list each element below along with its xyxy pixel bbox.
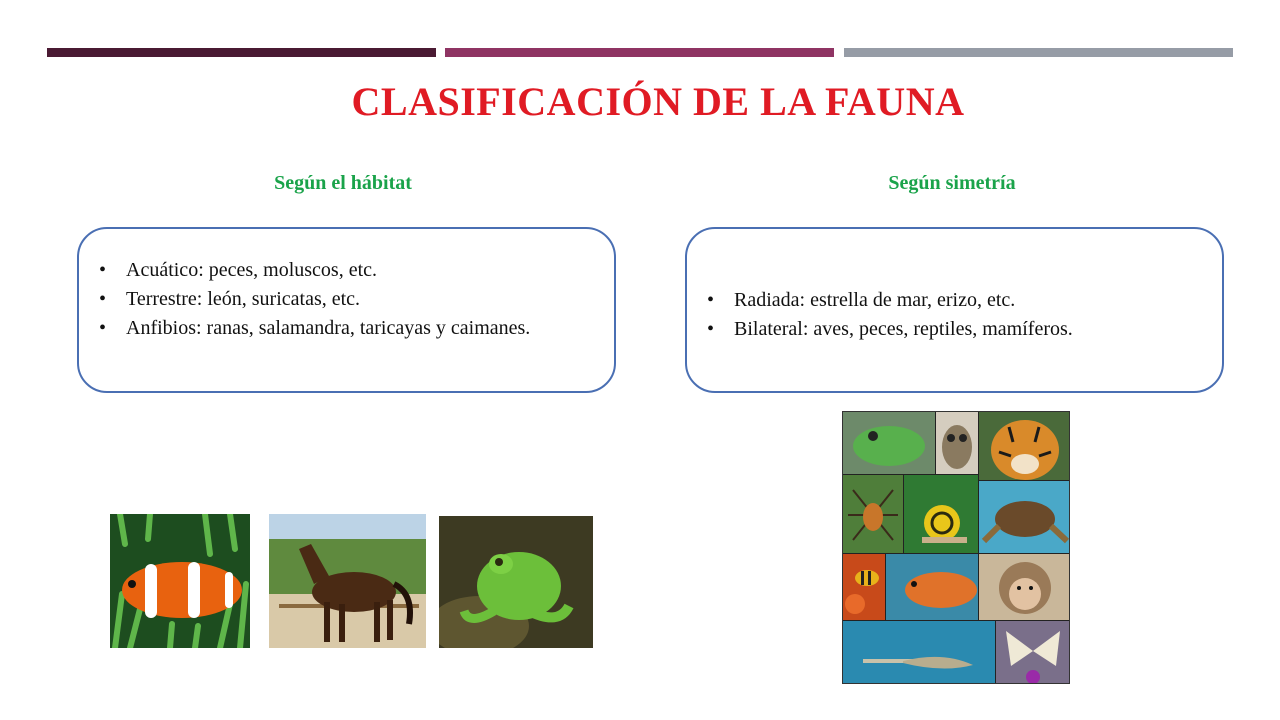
spider-photo — [843, 475, 903, 553]
symmetry-box — [685, 227, 1224, 393]
list-item-text: Radiada: estrella de mar, erizo, etc. — [734, 289, 1016, 311]
list-item — [79, 256, 554, 285]
list-item — [687, 315, 1182, 344]
monkey-photo — [979, 554, 1070, 620]
sawfish-photo — [843, 621, 995, 684]
list-item-text: Bilateral: aves, peces, reptiles, mamíferos. — [734, 318, 1073, 340]
animal-collage — [842, 411, 1070, 684]
habitat-heading: Según el hábitat — [274, 172, 412, 194]
symmetry-list — [687, 229, 1222, 344]
bullet-icon: • — [99, 288, 107, 310]
accent-bar-gray — [844, 48, 1233, 57]
list-item-text: Terrestre: león, suricatas, etc. — [126, 288, 361, 310]
sea-turtle-photo — [979, 481, 1070, 553]
list-item-text: Acuático: peces, moluscos, etc. — [126, 259, 378, 281]
symmetry-heading: Según simetría — [888, 172, 1016, 194]
list-item — [79, 285, 554, 314]
habitat-box — [77, 227, 616, 393]
list-item-text: Anfibios: ranas, salamandra, taricayas y caimanes. — [126, 317, 531, 339]
list-item — [79, 314, 554, 343]
arowana-fish-photo — [886, 554, 978, 620]
tiger-photo — [979, 412, 1070, 480]
slide-title: CLASIFICACIÓN DE LA FAUNA — [351, 79, 965, 124]
clownfish-photo — [110, 514, 250, 648]
bullet-icon: • — [707, 289, 715, 311]
bullet-icon: • — [99, 317, 107, 339]
horse-photo — [269, 514, 426, 648]
butterfly-photo — [996, 621, 1070, 684]
frog-photo — [843, 412, 935, 474]
bullet-icon: • — [99, 259, 107, 281]
owl-photo — [936, 412, 978, 474]
bullet-icon: • — [707, 318, 715, 340]
habitat-list — [79, 229, 614, 343]
accent-bar-magenta — [445, 48, 834, 57]
snail-photo — [904, 475, 978, 553]
bee-photo — [843, 554, 885, 620]
tree-frog-photo — [439, 516, 593, 648]
list-item — [687, 286, 1182, 315]
accent-bar-dark — [47, 48, 436, 57]
